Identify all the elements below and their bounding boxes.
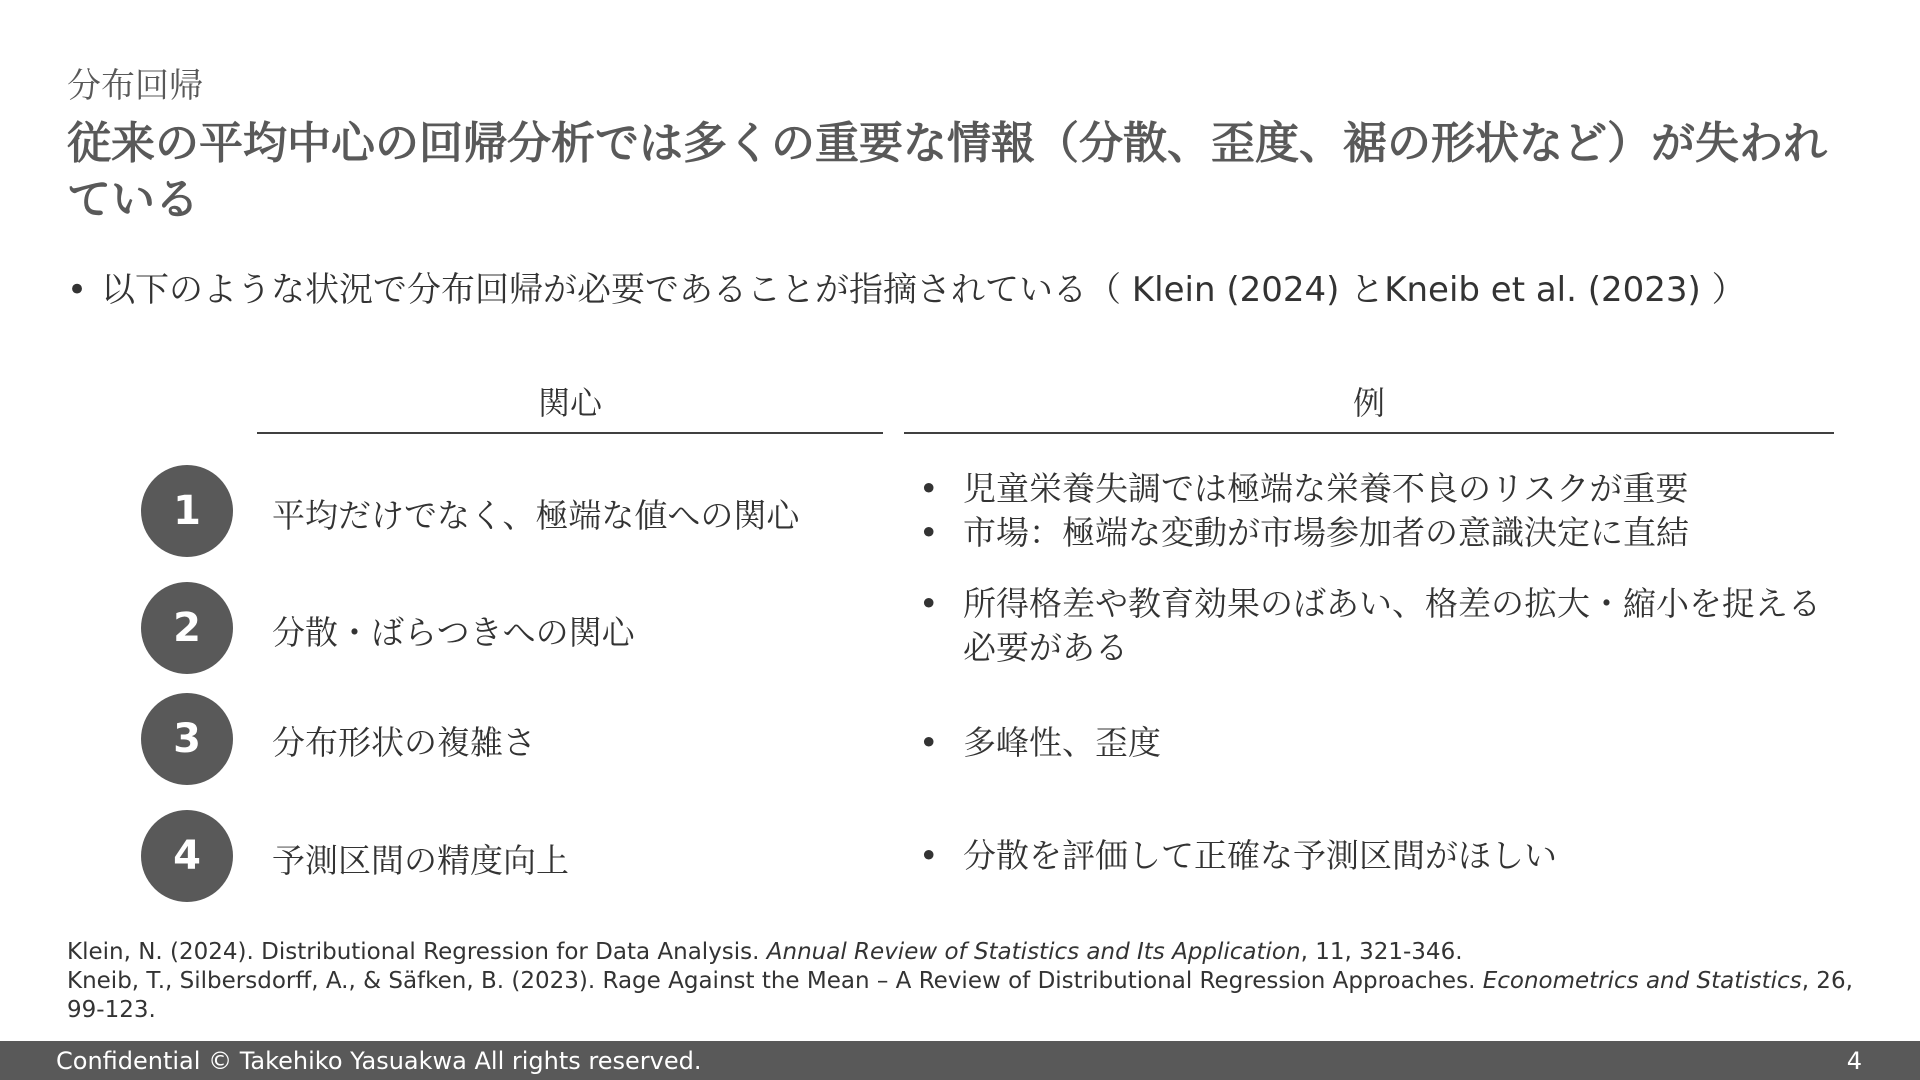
concern-text-3: 分布形状の複雑さ [272,723,536,762]
references [67,938,1867,1025]
example-item: • 児童栄養失調では極端な栄養不良のリスクが重要 [915,467,1835,511]
header-divider-concern [257,432,883,434]
example-list-1 [915,467,1835,555]
example-item: • 所得格差や教育効果のばあい、格差の拡大・縮小を捉える必要がある [915,582,1835,670]
column-header-concern: 関心 [537,384,602,422]
section-label: 分布回帰 [67,66,203,106]
reference-text: Kneib, T., Silbersdorff, A., & Säfken, B. (2023). Rage Against the Mean – A Review of Distributional Regression Approaches. [67,968,1483,994]
reference-journal: Econometrics and Statistics [1482,968,1802,994]
intro-bullet [67,262,1746,311]
concern-text-4: 予測区間の精度向上 [272,841,569,880]
footer-bar [0,1041,1920,1080]
reference-1 [67,938,1867,967]
number-badge-2: 2 [141,582,233,674]
column-header-example: 例 [1352,384,1385,422]
number-badge-3: 3 [141,693,233,785]
concern-text-2: 分散・ばらつきへの関心 [272,613,635,652]
reference-text: Klein, N. (2024). Distributional Regression for Data Analysis. [67,939,767,965]
slide-headline: 従来の平均中心の回帰分析では多くの重要な情報（分散、歪度、裾の形状など）が失われている [67,118,1827,225]
reference-journal: Annual Review of Statistics and Its Application [766,939,1301,965]
reference-text: , 11, 321-346. [1300,939,1463,965]
example-list-2 [915,582,1835,670]
example-item: • 市場：極端な変動が市場参加者の意識決定に直結 [915,511,1835,555]
intro-text: 以下のような状況で分布回帰が必要であることが指摘されている（ Klein (2024) とKneib et al. (2023) ） [101,270,1746,310]
reference-2 [67,967,1867,1025]
page-number: 4 [1846,1047,1862,1075]
example-list-4 [915,834,1835,878]
concern-text-1: 平均だけでなく、極端な値への関心 [272,496,800,535]
number-badge-1: 1 [141,465,233,557]
footer-confidential: Confidential © Takehiko Yasuakwa All rights reserved. [56,1047,702,1075]
example-item: • 分散を評価して正確な予測区間がほしい [915,834,1835,878]
number-badge-4: 4 [141,810,233,902]
example-item: • 多峰性、歪度 [915,721,1835,765]
header-divider-example [904,432,1834,434]
reference-text: , 26, 99-123. [67,968,1853,1023]
example-list-3 [915,721,1835,765]
bullet-marker: • [67,270,88,310]
